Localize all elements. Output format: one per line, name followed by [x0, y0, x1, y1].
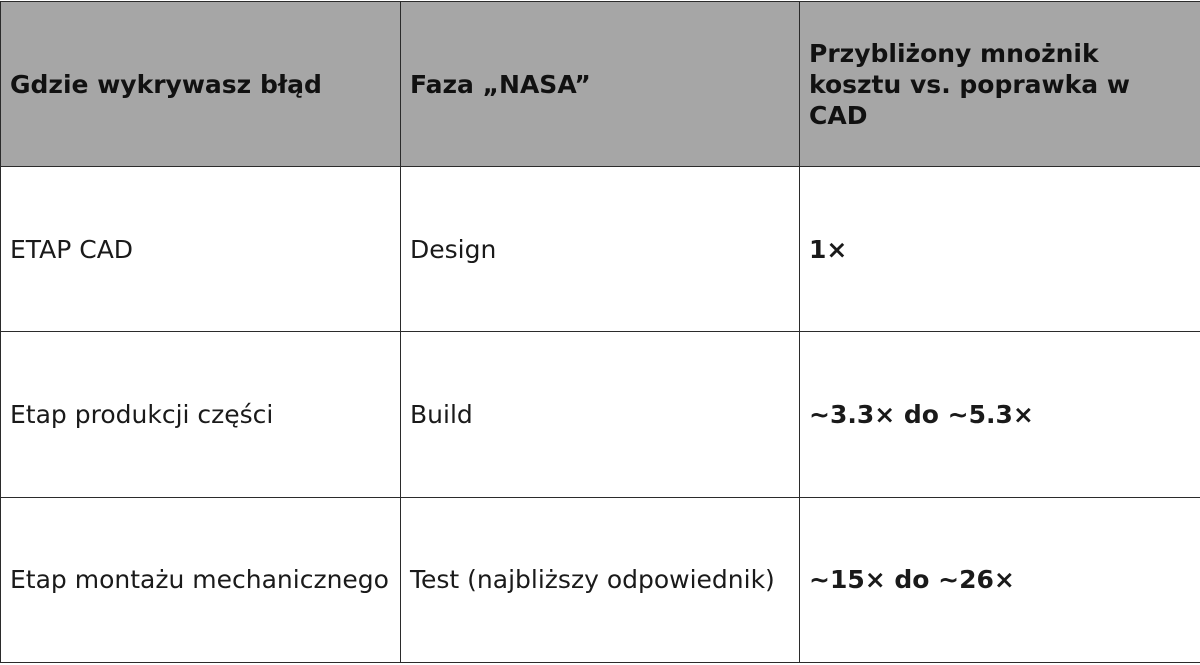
cell-nasa-phase: Test (najbliższy odpowiednik) — [401, 497, 800, 662]
table-row — [1, 332, 1200, 497]
cell-nasa-phase: Design — [401, 167, 800, 332]
table-body — [1, 167, 1200, 663]
table-row — [1, 497, 1200, 662]
cell-cost-multiplier: 1× — [800, 167, 1200, 332]
table-header — [1, 2, 1200, 167]
cost-multiplier-table — [0, 1, 1200, 663]
header-row — [1, 2, 1200, 167]
table-row — [1, 167, 1200, 332]
cell-detection-stage: ETAP CAD — [1, 167, 401, 332]
cell-detection-stage: Etap montażu mechanicznego — [1, 497, 401, 662]
header-cost-multiplier: Przybliżony mnożnik kosztu vs. poprawka w CAD — [800, 2, 1200, 167]
cell-cost-multiplier: ~3.3× do ~5.3× — [800, 332, 1200, 497]
cell-nasa-phase: Build — [401, 332, 800, 497]
cell-cost-multiplier: ~15× do ~26× — [800, 497, 1200, 662]
header-nasa-phase: Faza „NASA” — [401, 2, 800, 167]
cell-detection-stage: Etap produkcji części — [1, 332, 401, 497]
header-detection-stage: Gdzie wykrywasz błąd — [1, 2, 401, 167]
